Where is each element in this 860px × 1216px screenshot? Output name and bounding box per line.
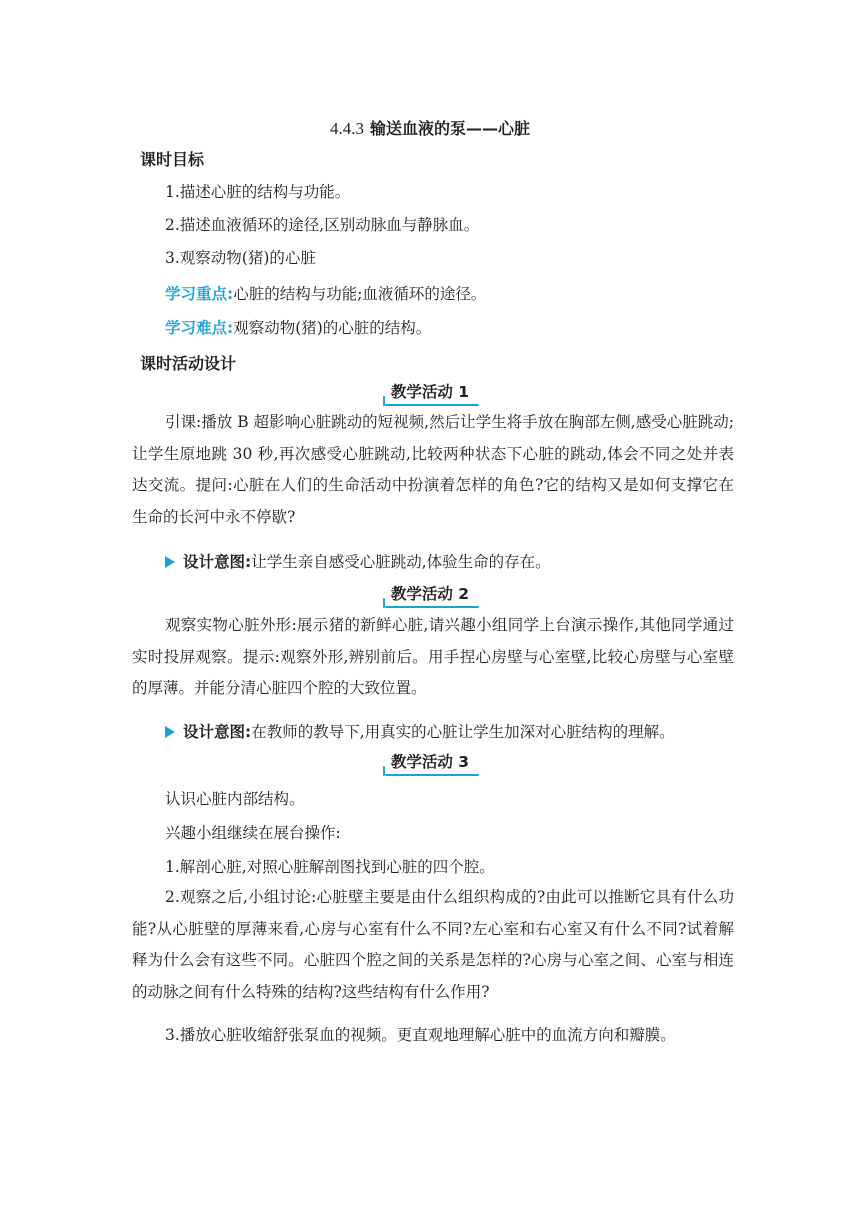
activity-1-header: [0, 380, 860, 405]
difficulty-point: [165, 316, 431, 338]
activity-1-body: 引课:播放 B 超影响心脏跳动的短视频,然后让学生将手放在胸部左侧,感受心脏跳动;让学生原地跳 30 秒,再次感受心脏跳动,比较两种状态下心脏的跳动,体会不同之处并表达交流。提问:心脏在人们的生命活动中扮演着怎样的角色?它的结构又是如何支撑它在生命的长河中永不停歇?: [132, 413, 734, 526]
lesson-title-text: 输送血液的泵——心脏: [369, 119, 530, 138]
activity-1-design-text: 让学生亲自感受心脏跳动,体验生命的存在。: [251, 553, 551, 571]
activities-heading: 课时活动设计: [140, 354, 237, 373]
activity-3-step-1: 1.解剖心脏,对照心脏解剖图找到心脏的四个腔。: [165, 858, 495, 876]
key-point: [165, 282, 486, 304]
difficulty-label: 学习难点:: [165, 319, 234, 337]
objective-item-3: 3.观察动物(猪)的心脏: [165, 249, 316, 267]
triangle-bullet-icon: [165, 726, 175, 738]
activity-2-design: [165, 720, 675, 742]
activity-2-design-text: 在教师的教导下,用真实的心脏让学生加深对心脏结构的理解。: [251, 723, 675, 741]
activity-2-header: [0, 582, 860, 607]
activity-2-design-label: 设计意图:: [183, 723, 252, 741]
activity-3-header: [0, 750, 860, 775]
objective-item-1: 1.描述心脏的结构与功能。: [165, 183, 351, 201]
lesson-title: [0, 116, 860, 139]
activity-3-step-3: 3.播放心脏收缩舒张泵血的视频。更直观地理解心脏中的血流方向和瓣膜。: [165, 1026, 676, 1044]
activity-1-design-label: 设计意图:: [183, 553, 252, 571]
activity-3-step-2: 2.观察之后,小组讨论:心脏壁主要是由什么组织构成的?由此可以推断它具有什么功能?从心脏壁的厚薄来看,心房与心室有什么不同?左心室和右心室又有什么不同?试着解释为什么会有这些不同。心脏四个腔之间的关系是怎样的?心房与心室之间、心室与相连的动脉之间有什么特殊的结构?这些结构有什么作用?: [132, 888, 734, 1001]
triangle-bullet-icon: [165, 556, 175, 568]
key-point-text: 心脏的结构与功能;血液循环的途径。: [233, 285, 487, 303]
activity-3-line-1: 认识心脏内部结构。: [165, 790, 305, 808]
lesson-number: 4.4.3: [329, 119, 364, 138]
activity-2-body: 观察实物心脏外形:展示猪的新鲜心脏,请兴趣小组同学上台演示操作,其他同学通过实时投屏观察。提示:观察外形,辨别前后。用手捏心房壁与心室壁,比较心房壁与心室壁的厚薄。并能分清心脏四个腔的大致位置。: [132, 616, 734, 697]
activity-3-line-2: 兴趣小组继续在展台操作:: [165, 824, 341, 842]
activity-1-design: [165, 550, 551, 572]
activity-2-label: 教学活动 2: [387, 582, 473, 607]
activity-3-label: 教学活动 3: [387, 750, 473, 775]
difficulty-text: 观察动物(猪)的心脏的结构。: [233, 319, 432, 337]
key-point-label: 学习重点:: [165, 285, 234, 303]
activity-1-label: 教学活动 1: [387, 380, 473, 405]
objective-item-2: 2.描述血液循环的途径,区别动脉血与静脉血。: [165, 216, 480, 234]
objectives-heading: 课时目标: [140, 150, 205, 169]
